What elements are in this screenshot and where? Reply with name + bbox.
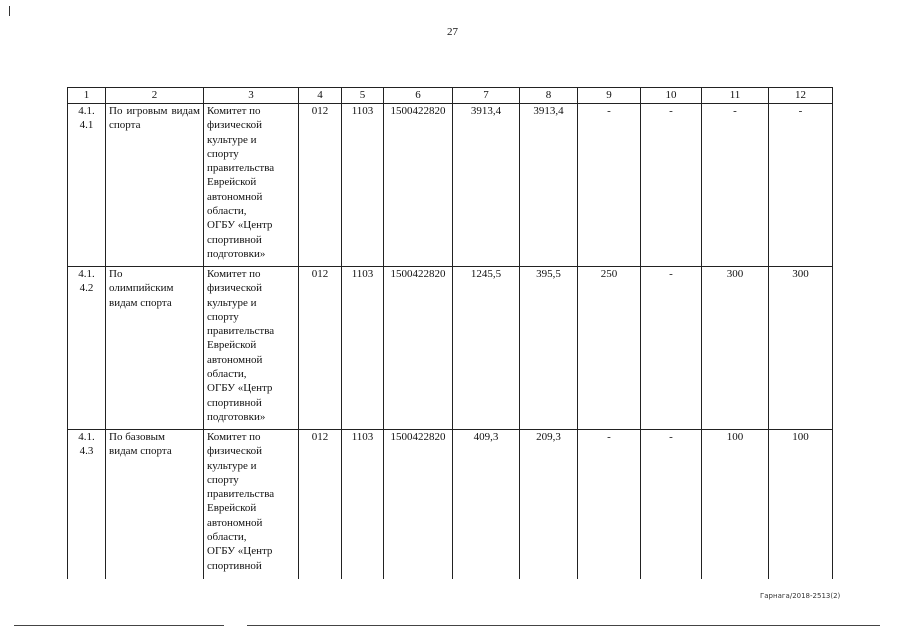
event-name: По олимпийским видам спорта [106,267,204,430]
amount-year-8: 209,3 [520,430,578,579]
amount-year-11: - [702,104,769,267]
amount-year-8: 3913,4 [520,104,578,267]
amount-year-11: 300 [702,267,769,430]
amount-total: 1245,5 [453,267,520,430]
table-row [68,430,833,579]
amount-year-11: 100 [702,430,769,579]
table-header-row [68,88,833,104]
amount-total: 409,3 [453,430,520,579]
column-header: 4 [299,88,342,104]
column-header: 5 [342,88,384,104]
amount-year-10: - [641,104,702,267]
document-code: Гарнага/2018-2513(2) [760,592,841,600]
grbs-code: 012 [299,267,342,430]
budget-table [67,87,833,579]
amount-year-10: - [641,267,702,430]
amount-year-12: - [769,104,833,267]
column-header: 11 [702,88,769,104]
amount-year-12: 100 [769,430,833,579]
amount-year-9: - [578,430,641,579]
responsible-executor: Комитет по физической культуре и спорту правительства Еврейской автономной области, ОГБУ «Центр спортивной подготовки» [204,104,299,267]
column-header: 3 [204,88,299,104]
rzpr-code: 1103 [342,430,384,579]
row-number: 4.1. 4.3 [68,430,106,579]
amount-year-8: 395,5 [520,267,578,430]
event-name: По игровым видам спорта [106,104,204,267]
amount-year-9: 250 [578,267,641,430]
csr-code: 1500422820 [384,430,453,579]
csr-code: 1500422820 [384,267,453,430]
row-number: 4.1. 4.1 [68,104,106,267]
edge-mark [9,6,10,16]
column-header: 12 [769,88,833,104]
column-header: 10 [641,88,702,104]
column-header: 2 [106,88,204,104]
grbs-code: 012 [299,430,342,579]
grbs-code: 012 [299,104,342,267]
table-row [68,267,833,430]
csr-code: 1500422820 [384,104,453,267]
column-header: 9 [578,88,641,104]
amount-year-10: - [641,430,702,579]
responsible-executor: Комитет по физической культуре и спорту правительства Еврейской автономной области, ОГБУ «Центр спортивной подготовки» [204,267,299,430]
bottom-rule-right [247,625,880,626]
amount-year-9: - [578,104,641,267]
responsible-executor: Комитет по физической культуре и спорту правительства Еврейской автономной области, ОГБУ «Центр спортивной [204,430,299,579]
amount-total: 3913,4 [453,104,520,267]
column-header: 8 [520,88,578,104]
column-header: 6 [384,88,453,104]
rzpr-code: 1103 [342,267,384,430]
rzpr-code: 1103 [342,104,384,267]
row-number: 4.1. 4.2 [68,267,106,430]
column-header: 7 [453,88,520,104]
page-number: 27 [447,26,458,38]
amount-year-12: 300 [769,267,833,430]
column-header: 1 [68,88,106,104]
event-name: По базовым видам спорта [106,430,204,579]
bottom-rule-left [14,625,224,626]
table-row [68,104,833,267]
